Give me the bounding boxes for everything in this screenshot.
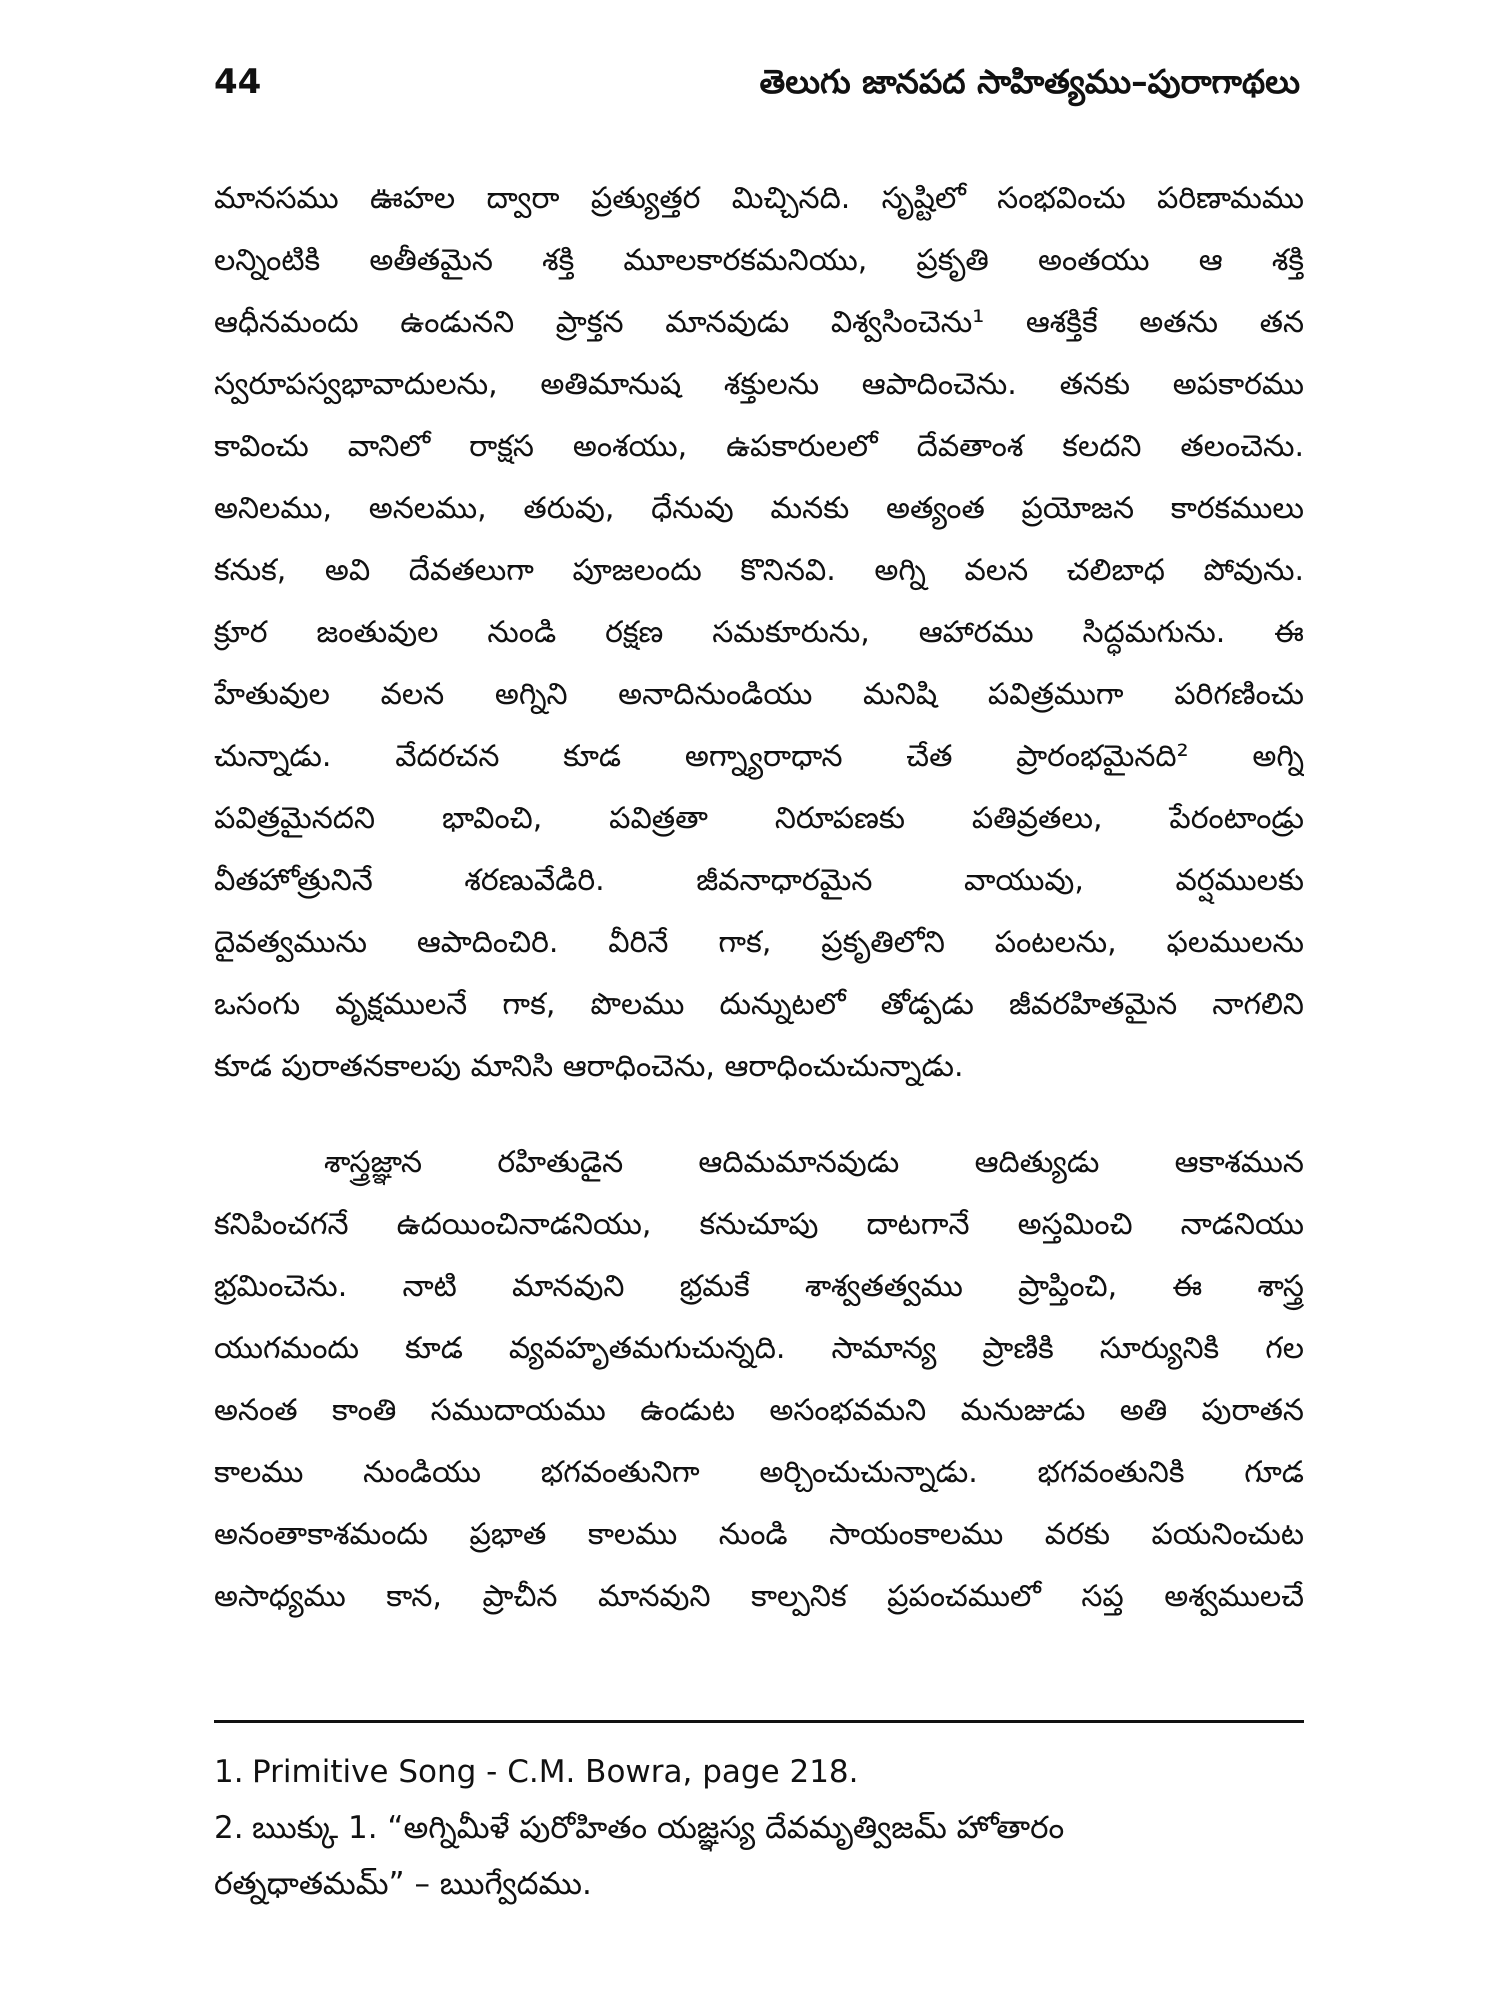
- text-line: భ్రమించెను. నాటి మానవుని భ్రమకే శాశ్వతత్వము ప్రాప్తించి, ఈ శాస్త్ర: [214, 1269, 1304, 1304]
- text-line: కనుక, అవి దేవతలుగా పూజలందు కొనినవి. అగ్ని వలన చలిబాధ పోవును.: [214, 553, 1304, 588]
- text-line: యుగమందు కూడ వ్యవహృతమగుచున్నది. సామాన్య ప్రాణికి సూర్యునికి గల: [214, 1331, 1304, 1366]
- footnote-1: [214, 1744, 1304, 1800]
- footnote-divider: [214, 1720, 1304, 1723]
- text-line: లన్నింటికి అతీతమైన శక్తి మూలకారకమనియు, ప్రకృతి అంతయు ఆ శక్తి: [214, 243, 1304, 278]
- text-line: అనంత కాంతి సముదాయము ఉండుట అసంభవమని మనుజుడు అతి పురాతన: [214, 1393, 1304, 1428]
- footnote-2: [214, 1800, 1304, 1856]
- text-line: ఆధీనమందు ఉండునని ప్రాక్తన మానవుడు విశ్వసించెను¹ ఆశక్తికే అతను తన: [214, 305, 1304, 340]
- text-line: మానసము ఊహల ద్వారా ప్రత్యుత్తర మిచ్చినది. సృష్టిలో సంభవించు పరిణామము: [214, 181, 1304, 216]
- text-line: అసాధ్యము కాన, ప్రాచీన మానవుని కాల్పనిక ప్రపంచములో సప్త అశ్వములచే: [214, 1579, 1304, 1614]
- text-line: చున్నాడు. వేదరచన కూడ అగ్న్యారాధాన చేత ప్రారంభమైనది² అగ్ని: [214, 739, 1304, 774]
- footnotes: [214, 1744, 1304, 1912]
- footnote-number: 1.: [214, 1754, 244, 1790]
- text-line: స్వరూపస్వభావాదులను, అతిమానుష శక్తులను ఆపాదించెను. తనకు అపకారము: [214, 367, 1304, 402]
- text-line: కూడ పురాతనకాలపు మానిసి ఆరాధించెను, ఆరాధించుచున్నాడు.: [214, 1049, 964, 1084]
- paragraph-2: [214, 1132, 1304, 1628]
- footnote-text: రత్నధాతమమ్” – ఋగ్వేదము.: [214, 1866, 592, 1902]
- text-line: అనంతాకాశమందు ప్రభాత కాలము నుండి సాయంకాలము వరకు పయనించుట: [214, 1517, 1304, 1552]
- text-line: కనిపించగనే ఉదయించినాడనియు, కనుచూపు దాటగానే అస్తమించి నాడనియు: [214, 1207, 1304, 1242]
- body-text: [214, 168, 1304, 1628]
- footnote-text: Primitive Song - C.M. Bowra, page 218.: [252, 1754, 859, 1790]
- text-line: కాలము నుండియు భగవంతునిగా అర్చించుచున్నాడు. భగవంతునికి గూడ: [214, 1455, 1304, 1490]
- text-line: శాస్త్రజ్ఞాన రహితుడైన ఆదిమమానవుడు ఆదిత్యుడు ఆకాశమున: [324, 1145, 1304, 1180]
- text-line: పవిత్రమైనదని భావించి, పవిత్రతా నిరూపణకు పతివ్రతలు, పేరంటాండ్రు: [214, 801, 1304, 836]
- text-line: అనిలము, అనలము, తరువు, ధేనువు మనకు అత్యంత ప్రయోజన కారకములు: [214, 491, 1304, 526]
- footnote-text: ఋక్కు 1. “అగ్నిమీళే పురోహితం యజ్ఞస్య దేవమృత్విజమ్ హోతారం: [252, 1810, 1065, 1846]
- text-line: క్రూర జంతువుల నుండి రక్షణ సమకూరును, ఆహారము సిద్ధమగును. ఈ: [214, 615, 1304, 650]
- footnote-number: 2.: [214, 1810, 244, 1846]
- text-line: దైవత్వమును ఆపాదించిరి. వీరినే గాక, ప్రకృతిలోని పంటలను, ఫలములను: [214, 925, 1304, 960]
- page-number: 44: [214, 62, 262, 102]
- text-line: హేతువుల వలన అగ్నిని అనాదినుండియు మనిషి పవిత్రముగా పరిగణించు: [214, 677, 1304, 712]
- footnote-2-continued: [214, 1856, 1304, 1912]
- paragraph-1: [214, 168, 1304, 1098]
- paragraph-gap: [214, 1098, 1304, 1132]
- text-line: కావించు వానిలో రాక్షస అంశయు, ఉపకారులలో దేవతాంశ కలదని తలంచెను.: [214, 429, 1304, 464]
- running-title: తెలుగు జానపద సాహిత్యము–పురాగాథలు: [759, 62, 1300, 101]
- text-line: వీతహోత్రునినే శరణువేడిరి. జీవనాధారమైన వాయువు, వర్షములకు: [214, 863, 1304, 898]
- text-line: ఒసంగు వృక్షములనే గాక, పొలము దున్నుటలో తోడ్పడు జీవరహితమైన నాగలిని: [214, 987, 1304, 1022]
